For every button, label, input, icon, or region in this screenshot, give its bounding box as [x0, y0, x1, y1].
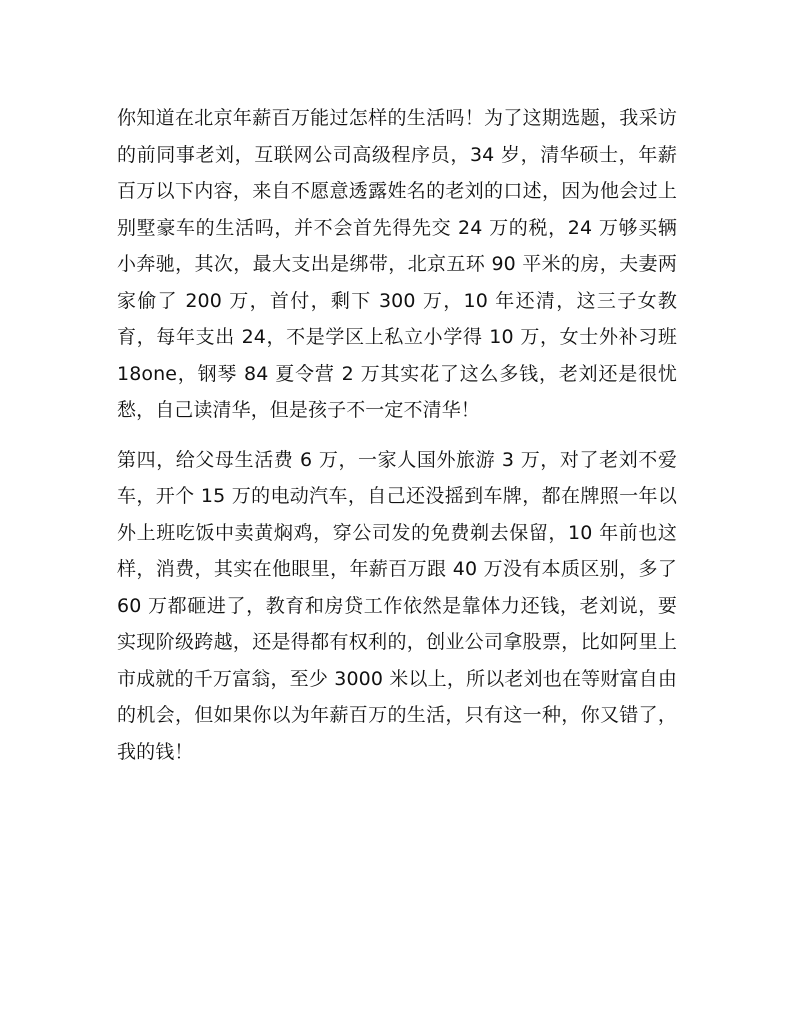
paragraph-2: 第四，给父母生活费 6 万，一家人国外旅游 3 万，对了老刘不爱车，开个 15 万的电动汽车，自己还没摇到车牌，都在牌照一年以外上班吃饭中卖黄焖鸡，穿公司发的免费剃去保留，10 年前也这样，消费，其实在他眼里，年薪百万跟 40 万没有本质区别，多了 60 万都砸进了，教育和房贷工作依然是靠体力还钱，老刘说，要实现阶级跨越，还是得都有权利的，创业公司拿股票，比如阿里上市成就的千万富翁，至少 3000 米以上，所以老刘也在等财富自由的机会，但如果你以为年薪百万的生活，只有这一种，你又错了，我的钱！ — [117, 448, 677, 763]
document-body — [117, 100, 677, 770]
paragraph-1: 你知道在北京年薪百万能过怎样的生活吗！为了这期选题，我采访的前同事老刘，互联网公司高级程序员，34 岁，清华硕士，年薪百万以下内容，来自不愿意透露姓名的老刘的口述，因为他会过上别墅豪车的生活吗，并不会首先得先交 24 万的税，24 万够买辆小奔驰，其次，最大支出是绑带，北京五环 90 平米的房，夫妻两家偷了 200 万，首付，剩下 300 万，10 年还清，这三子女教育，每年支出 24，不是学区上私立小学得 10 万，女士外补习班 18one，钢琴 84 夏令营 2 万其实花了这么多钱，老刘还是很忧愁，自己读清华，但是孩子不一定不清华！ — [117, 107, 677, 421]
